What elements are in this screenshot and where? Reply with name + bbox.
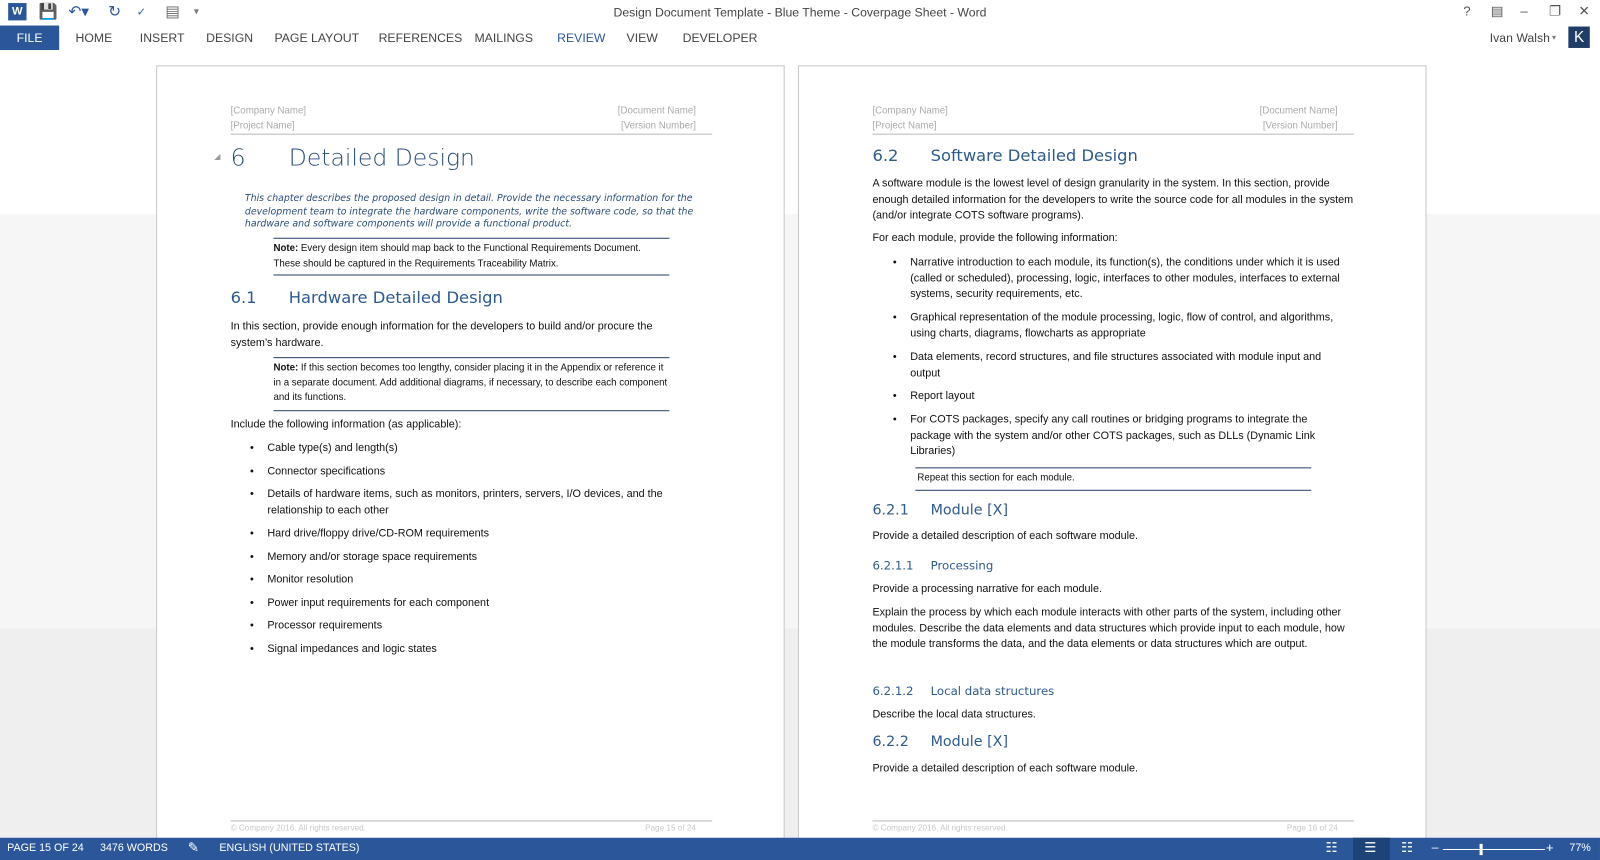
header-rule [872, 134, 1354, 135]
language[interactable]: ENGLISH (UNITED STATES) [219, 841, 360, 855]
page-16[interactable] [798, 65, 1427, 841]
list-item-text: Report layout [910, 389, 975, 403]
tab-references[interactable]: REFERENCES [378, 30, 463, 45]
header-project: [Project Name] [872, 120, 937, 132]
note-text: Every design item should map back to the Functional Requirements Document. These should be captured in the Requirements Traceability Matrix. [273, 242, 641, 269]
footer-copyright: © Company 2016. All rights reserved. [872, 823, 1008, 833]
paragraph: Provide a detailed description of each software module. [872, 762, 1139, 775]
zoom-out-icon[interactable]: – [1431, 839, 1439, 855]
header-project: [Project Name] [230, 120, 295, 132]
list-item-text: Connector specifications [267, 465, 386, 478]
heading-4-number: 6.2.1.1 [872, 558, 914, 573]
tab-mailings[interactable]: MAILINGS [474, 30, 534, 45]
list-item: • For COTS packages, specify any call routines or bridging programs to integrate the package with the system and/or other COTS packages, such as DLLs (Dynamic Link Libraries) [892, 413, 1316, 458]
tab-page-layout[interactable]: PAGE LAYOUT [274, 30, 360, 45]
footer-rule [872, 820, 1354, 821]
list-item: • Monitor resolution [249, 573, 354, 586]
list-item-text: Data elements, record structures, and file structures associated with module input and output [910, 351, 1322, 380]
header-version: [Version Number] [621, 120, 696, 132]
heading-3-number: 6.2.2 [872, 733, 909, 750]
collapse-triangle-icon[interactable]: ◢ [214, 152, 221, 162]
list-item: • Processor requirements [249, 619, 383, 632]
window-title: Design Document Template - Blue Theme - Coverpage Sheet - Word [613, 5, 987, 20]
restore-icon[interactable]: ❐ [1548, 3, 1561, 19]
note-text: If this section becomes too lengthy, consider placing it in the Appendix or reference it in a separate document. Add additional diagrams, if necessary, to describe each component and its functions. [273, 362, 668, 404]
list-item: • Cable type(s) and length(s) [249, 441, 398, 455]
list-item-text: Graphical representation of the module processing, logic, flow of control, and algorithms, using charts, diagrams, flowcharts as appropriate [910, 311, 1334, 340]
list-item: • Hard drive/floppy drive/CD-ROM requirements [249, 527, 490, 540]
list-item: • Data elements, record structures, and file structures associated with module input and output [892, 351, 1322, 380]
heading-2-title: Hardware Detailed Design [288, 287, 503, 308]
footer-page-number: Page 15 of 24 [645, 823, 696, 833]
heading-3-number: 6.2.1 [872, 502, 909, 519]
zoom-level[interactable]: 77% [1569, 841, 1591, 855]
redo-icon[interactable]: ↻ [108, 3, 121, 21]
note-box [273, 238, 669, 276]
paragraph: For each module, provide the following information: [872, 231, 1118, 244]
tab-insert[interactable]: INSERT [139, 30, 185, 45]
tab-developer[interactable]: DEVELOPER [682, 30, 758, 45]
list-item: • Report layout [892, 389, 975, 403]
heading-1-number: 6 [230, 144, 246, 172]
chapter-intro: This chapter describes the proposed design in detail. Provide the necessary information for the development team to integrate the hardware components, write the software code, so that the hardware and software components will provide a functional product. [244, 192, 694, 230]
note-label: Note: [273, 242, 299, 255]
list-item: • Signal impedances and logic states [249, 642, 437, 656]
note-label: Note: [273, 362, 299, 374]
list-item-text: Hard drive/floppy drive/CD-ROM requirements [267, 527, 490, 540]
word-count[interactable]: 3476 WORDS [99, 841, 168, 855]
heading-4-number: 6.2.1.2 [872, 683, 914, 698]
list-item-text: Power input requirements for each component [267, 596, 490, 610]
page-15[interactable] [156, 65, 785, 841]
footer-rule [231, 820, 713, 821]
heading-2-number: 6.1 [230, 287, 257, 308]
list-item-text: Memory and/or storage space requirements [267, 551, 478, 564]
list-item-text: Narrative introduction to each module, its function(s), the conditions under which it is used (called or scheduled), processing, logic, interfaces to other modules, interfaces to external systems, security requirements, etc. [910, 256, 1340, 301]
avatar[interactable]: K [1568, 27, 1589, 48]
list-item: • Power input requirements for each component [249, 596, 490, 610]
zoom-slider-thumb[interactable] [1480, 844, 1483, 855]
paragraph: Explain the process by which each module interacts with other parts of the system, including other modules. Describe the data elements and data structures which provide input to each module, how the module transforms the data, and the data elements or data structures which are output. [872, 606, 1345, 651]
print-layout-button[interactable] [1353, 838, 1390, 860]
customize-icon[interactable]: ▾ [193, 6, 200, 18]
web-layout-icon[interactable]: ☷ [1401, 839, 1413, 856]
heading-1-title: Detailed Design [288, 144, 475, 172]
heading-3-title: Module [X] [930, 733, 1009, 750]
paragraph: Provide a detailed description of each software module. [872, 529, 1139, 542]
header-rule [231, 134, 713, 135]
paragraph: In this section, provide enough information for the developers to build and/or procure the system’s hardware. [230, 320, 653, 349]
list-item: • Narrative introduction to each module, its function(s), the conditions under which it is used (called or scheduled), processing, logic, interfaces to other modules, interfaces to external systems, security requirements, etc. [892, 256, 1340, 301]
list-item-text: Details of hardware items, such as monitors, printers, servers, I/O devices, and the relationship to each other [267, 487, 663, 517]
status-bar [0, 838, 1600, 860]
undo-icon[interactable]: ↶▾ [68, 3, 89, 21]
footer-page-number: Page 16 of 24 [1286, 823, 1338, 833]
paragraph: Describe the local data structures. [872, 708, 1036, 721]
header-version: [Version Number] [1262, 120, 1338, 132]
touch-mode-icon[interactable]: ▤ [165, 3, 180, 21]
zoom-in-icon[interactable]: + [1545, 839, 1554, 856]
list-item-text: Signal impedances and logic states [267, 642, 437, 656]
proofing-icon[interactable]: ✎ [187, 839, 199, 856]
page-count[interactable]: PAGE 15 OF 24 [7, 841, 84, 855]
header-document: [Document Name] [1259, 105, 1338, 117]
tab-home[interactable]: HOME [75, 30, 113, 45]
print-layout-icon: ☰ [1364, 839, 1377, 856]
user-dropdown-icon[interactable]: ▾ [1552, 32, 1557, 42]
save-icon[interactable]: 💾 [38, 3, 58, 21]
list-item: • Graphical representation of the module processing, logic, flow of control, and algorithms, using charts, diagrams, flowcharts as appropriate [892, 311, 1334, 340]
list-item: • Details of hardware items, such as monitors, printers, servers, I/O devices, and the relationship to each other [249, 487, 663, 517]
list-item-text: For COTS packages, specify any call routines or bridging programs to integrate the package with the system and/or other COTS packages, such as DLLs (Dynamic Link Libraries) [910, 413, 1316, 458]
tab-review[interactable]: REVIEW [557, 30, 606, 45]
list-item-text: Cable type(s) and length(s) [267, 441, 398, 455]
heading-4-title: Local data structures [930, 683, 1055, 698]
user-name[interactable]: Ivan Walsh [1489, 30, 1550, 45]
list-item-text: Monitor resolution [267, 573, 354, 586]
footer-copyright: © Company 2016. All rights reserved. [230, 823, 366, 833]
heading-4-title: Processing [930, 558, 994, 573]
paragraph: Include the following information (as applicable): [230, 418, 462, 431]
minimize-icon[interactable]: – [1520, 3, 1528, 19]
word-icon: W [8, 3, 26, 20]
zoom-slider[interactable] [1443, 849, 1545, 850]
help-icon[interactable]: ? [1463, 3, 1471, 19]
heading-2-number: 6.2 [872, 145, 899, 166]
read-mode-icon[interactable]: ☷ [1325, 839, 1338, 856]
ribbon-display-icon[interactable]: ▤ [1490, 3, 1504, 19]
tab-view[interactable]: VIEW [626, 30, 658, 45]
paragraph: A software module is the lowest level of design granularity in the system. In this section, provide enough detailed information for the developers to write the source code for all modules in the system (and/or integrate COTS software programs). [872, 177, 1354, 222]
header-company: [Company Name] [872, 105, 948, 117]
list-item: • Memory and/or storage space requirements [249, 551, 478, 564]
note-box: Repeat this section for each module. [915, 467, 1311, 490]
header-document: [Document Name] [617, 105, 696, 117]
note-box [273, 357, 669, 411]
heading-3-title: Module [X] [930, 502, 1009, 519]
spelling-icon[interactable]: ✓ [136, 6, 147, 19]
header-company: [Company Name] [230, 105, 307, 117]
tab-design[interactable]: DESIGN [206, 30, 254, 45]
heading-2-title: Software Detailed Design [930, 145, 1138, 166]
paragraph: Provide a processing narrative for each module. [872, 582, 1102, 595]
list-item-text: Processor requirements [267, 619, 383, 632]
close-icon[interactable]: ✕ [1578, 3, 1590, 19]
tab-file[interactable]: FILE [0, 26, 59, 50]
list-item: • Connector specifications [249, 465, 386, 478]
